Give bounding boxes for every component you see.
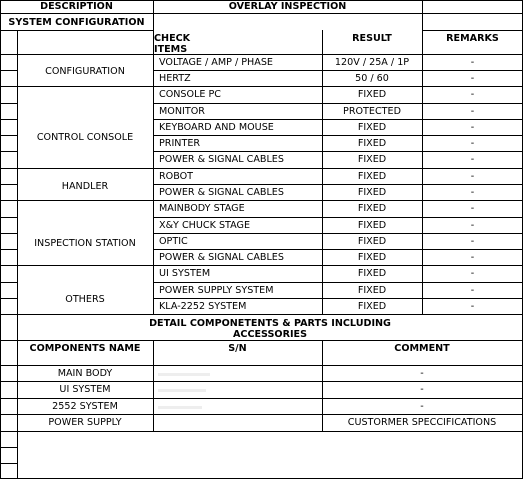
check-item: POWER SUPPLY SYSTEM [159, 285, 274, 296]
page-title: OVERLAY INSPECTION [228, 1, 347, 12]
remarks-value: - [470, 89, 475, 100]
sn-header: S/N [228, 343, 247, 354]
component-comment: - [420, 401, 424, 412]
group-control-console: CONTROL CONSOLE [36, 132, 134, 143]
result-value: FIXED [357, 171, 387, 182]
check-item: KEYBOARD AND MOUSE [159, 122, 274, 133]
result-value: FIXED [357, 187, 387, 198]
check-item: PRINTER [159, 138, 201, 149]
check-item: MAINBODY STAGE [159, 203, 245, 214]
group-inspection-station: INSPECTION STATION [34, 238, 136, 249]
remarks-value: - [470, 122, 475, 133]
remarks-value: - [470, 73, 475, 84]
remarks-header: REMARKS [446, 33, 499, 44]
check-item: X&Y CHUCK STAGE [159, 220, 251, 231]
component-comment: CUSTORMER SPECCIFICATIONS [347, 417, 497, 428]
redacted-serial [158, 373, 210, 376]
result-value: FIXED [357, 236, 387, 247]
group-others: OTHERS [65, 294, 105, 305]
check-item: VOLTAGE / AMP / PHASE [159, 57, 273, 68]
check-item: POWER & SIGNAL CABLES [159, 187, 284, 198]
comment-header: COMMENT [394, 343, 450, 354]
description-header: DESCRIPTION [40, 1, 113, 12]
result-value: FIXED [357, 154, 387, 165]
check-item: KLA-2252 SYSTEM [159, 301, 247, 312]
remarks-value: - [470, 203, 475, 214]
remarks-value: - [470, 285, 475, 296]
remarks-value: - [470, 220, 475, 231]
result-value: 120V / 25A / 1P [334, 57, 410, 68]
result-value: FIXED [357, 252, 387, 263]
result-value: FIXED [357, 122, 387, 133]
remarks-value: - [470, 171, 475, 182]
result-value: FIXED [357, 301, 387, 312]
result-value: FIXED [357, 220, 387, 231]
components-header: COMPONENTS NAME [29, 343, 141, 354]
result-value: FIXED [357, 285, 387, 296]
remarks-value: - [470, 106, 475, 117]
component-comment: - [420, 368, 424, 379]
result-header: RESULT [352, 33, 392, 44]
component-name: POWER SUPPLY [48, 417, 122, 428]
result-value: FIXED [357, 268, 387, 279]
result-value: FIXED [357, 203, 387, 214]
group-configuration: CONFIGURATION [45, 66, 125, 77]
component-name: UI SYSTEM [59, 384, 111, 395]
remarks-value: - [470, 57, 475, 68]
component-name: 2552 SYSTEM [52, 401, 118, 412]
result-value: FIXED [357, 138, 387, 149]
remarks-value: - [470, 236, 475, 247]
check-item: CONSOLE PC [159, 89, 222, 100]
remarks-value: - [470, 252, 475, 263]
redacted-serial [158, 406, 202, 409]
remarks-value: - [470, 154, 475, 165]
section-title: SYSTEM CONFIGURATION [8, 17, 145, 28]
check-item: POWER & SIGNAL CABLES [159, 252, 284, 263]
remarks-value: - [470, 138, 475, 149]
detail-title: DETAIL COMPONETENTS & PARTS INCLUDING ACCESSORIES [149, 318, 391, 340]
redacted-serial [158, 389, 206, 392]
remarks-value: - [470, 268, 475, 279]
remarks-value: - [470, 187, 475, 198]
check-item: POWER & SIGNAL CABLES [159, 154, 284, 165]
result-value: PROTECTED [343, 106, 401, 117]
check-items-header: CHECK ITEMS [154, 33, 191, 55]
check-item: ROBOT [159, 171, 194, 182]
check-item: MONITOR [159, 106, 205, 117]
check-item: OPTIC [159, 236, 188, 247]
check-item: HERTZ [159, 73, 191, 84]
result-value: FIXED [357, 89, 387, 100]
remarks-value: - [470, 301, 475, 312]
group-handler: HANDLER [61, 181, 109, 192]
component-comment: - [420, 384, 424, 395]
component-name: MAIN BODY [57, 368, 113, 379]
check-item: UI SYSTEM [159, 268, 211, 279]
result-value: 50 / 60 [355, 73, 389, 84]
